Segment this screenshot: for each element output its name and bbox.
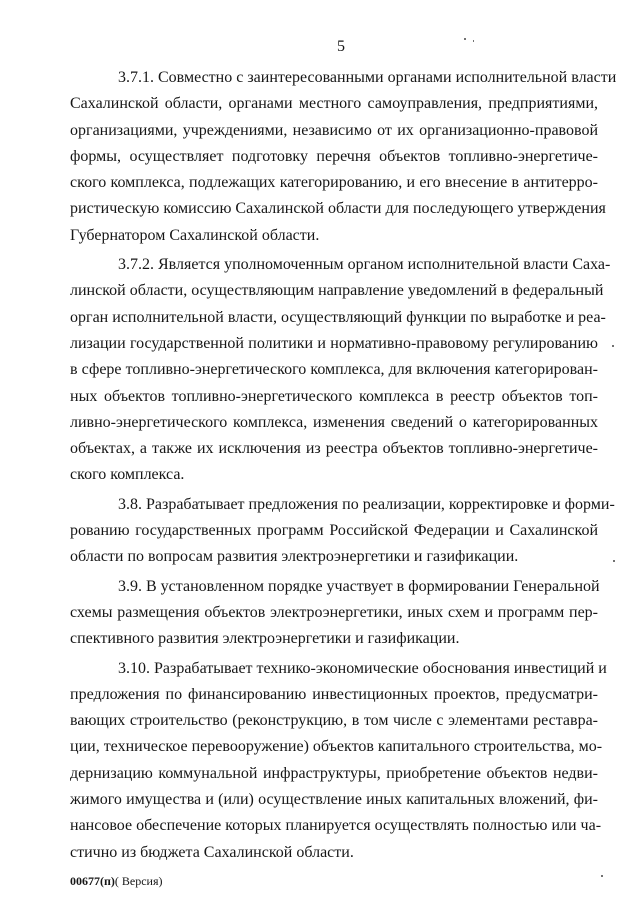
text-line: 3.7.2. Является уполномоченным органом исполнительной власти Саха-: [118, 256, 611, 274]
text-line: в сфере топливно-энергетического комплекса, для включения категорирован-: [70, 361, 598, 379]
document-body: [70, 65, 617, 869]
paragraph-3-10: [70, 656, 607, 866]
paragraph-3-7-2: [70, 252, 611, 489]
text-line: нансовое обеспечение которых планируется осуществлять полностью или ча-: [70, 817, 602, 835]
text-line: вающих строительство (реконструкцию, в том числе с элементами реставра-: [70, 712, 598, 730]
text-line: Сахалинской области, органами местного самоуправления, предприятиями,: [70, 95, 598, 113]
scan-speck: [613, 560, 615, 562]
text-line: предложения по финансированию инвестиционных проектов, предусматри-: [70, 685, 598, 703]
text-line: рованию государственных программ Российской Федерации и Сахалинской: [70, 522, 598, 540]
text-line: спективного развития электроэнергетики и газификации.: [70, 630, 460, 648]
paragraph-3-8: [70, 492, 615, 571]
text-line: объектах, а также их исключения из реестра объектов топливно-энергетиче-: [70, 440, 598, 458]
text-line: организациями, учреждениями, независимо от их организационно-правовой: [70, 121, 598, 139]
text-line: ристическую комиссию Сахалинской области для последующего утверждения: [70, 200, 606, 218]
text-line: схемы размещения объектов электроэнергетики, иных схем и программ пер-: [70, 603, 598, 621]
text-line: 3.10. Разрабатывает технико-экономические обоснования инвестиций и: [118, 659, 607, 677]
scan-speck: [601, 875, 603, 877]
text-line: ского комплекса, подлежащих категорированию, и его внесение в антитерро-: [70, 174, 598, 192]
scan-speck: [464, 38, 466, 40]
page-number: 5: [337, 38, 345, 55]
scan-speck: [473, 40, 474, 42]
text-line: лизации государственной политики и нормативно-правовому регулированию: [70, 334, 598, 352]
paragraph-3-7-1: [70, 65, 617, 249]
text-line: 3.7.1. Совместно с заинтересованными органами исполнительной власти: [118, 69, 617, 86]
text-line: области по вопросам развития электроэнергетики и газификации.: [70, 548, 519, 566]
text-line: Губернатором Сахалинской области.: [70, 226, 320, 244]
text-line: жимого имущества и (или) осуществление иных капитальных вложений, фи-: [70, 791, 598, 809]
document-footer: [70, 874, 163, 889]
text-line: формы, осуществляет подготовку перечня объектов топливно-энергетиче-: [70, 147, 598, 165]
text-line: ского комплекса.: [70, 466, 185, 484]
scan-speck: [612, 345, 614, 347]
text-line: орган исполнительной власти, осуществляющий функции по выработке и реа-: [70, 308, 606, 326]
document-version: ( Версия): [114, 874, 163, 888]
text-line: стично из бюджета Сахалинской области.: [70, 843, 354, 861]
text-line: ных объектов топливно-энергетического комплекса в реестр объектов топ-: [70, 387, 598, 405]
text-line: дернизацию коммунальной инфраструктуры, приобретение объектов недви-: [70, 764, 598, 782]
text-line: ливно-энергетического комплекса, изменения сведений о категорированных: [70, 413, 598, 431]
text-line: ции, техническое перевооружение) объектов капитального строительства, мо-: [70, 738, 603, 756]
text-line: 3.9. В установленном порядке участвует в формировании Генеральной: [118, 577, 600, 595]
text-line: 3.8. Разрабатывает предложения по реализации, корректировке и форми-: [118, 495, 615, 513]
document-code: 00677(п): [70, 874, 115, 888]
paragraph-3-9: [70, 574, 598, 653]
text-line: линской области, осуществляющим направление уведомлений в федеральный: [70, 282, 604, 300]
